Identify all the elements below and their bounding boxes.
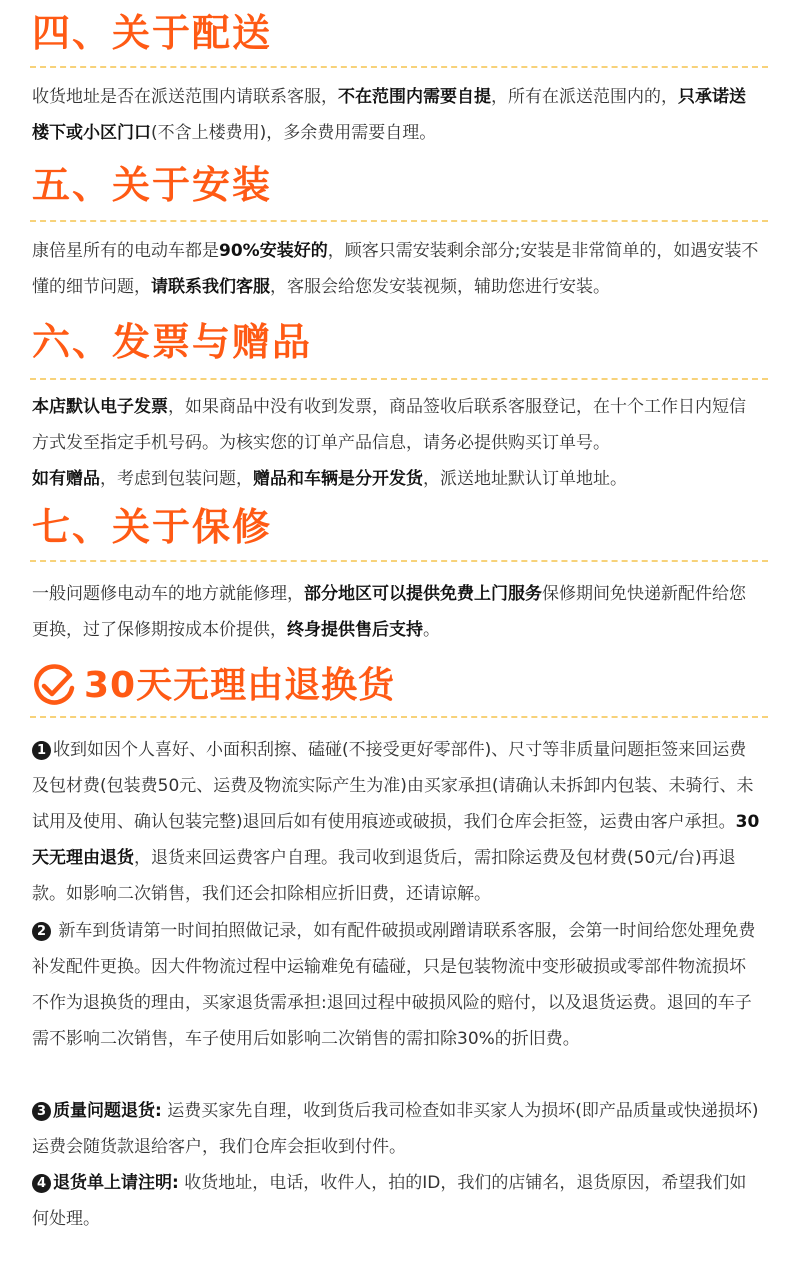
body-text: 收到如因个人喜好、小面积刮擦、磕碰(不接受更好零部件)、尺寸等非质量问题拒签来回运费及包材费(包装费50元、运费及物流实际产生为准)由买家承担(请确认未拆卸内包装、未骑行、未试用及使用、确认包装完整)退回后如有使用痕迹或破损，我们仓库会拒签，运费由客户承担。 bbox=[32, 740, 754, 832]
body-text: 康倍星所有的电动车都是 bbox=[32, 241, 219, 261]
section-heading-delivery: 四、关于配送 bbox=[32, 11, 273, 55]
emphasis-text: 质量问题退货: bbox=[53, 1101, 162, 1121]
refund-item-3 bbox=[32, 1093, 762, 1165]
section-divider bbox=[30, 66, 768, 68]
refund-item-4 bbox=[32, 1165, 762, 1237]
body-text: 收货地址，电话，收件人，拍的ID，我们的店铺名，退货原因，希望我们如何处理。 bbox=[32, 1173, 747, 1229]
body-text: ，退货来回运费客户自理。我司收到退货后，需扣除运费及包材费(50元/台)再退款。如影响二次销售，我们还会扣除相应折旧费，还请谅解。 bbox=[32, 848, 736, 904]
emphasis-text: 请联系我们客服 bbox=[151, 277, 270, 297]
body-text: 一般问题修电动车的地方就能修理， bbox=[32, 584, 304, 604]
body-text: ，客服会给您发安装视频，辅助您进行安装。 bbox=[270, 277, 610, 297]
body-text: 。 bbox=[423, 620, 440, 640]
body-text: 运费买家先自理，收到货后我司检查如非买家人为损坏(即产品质量或快递损坏)运费会随货款退给客户，我们仓库会拒收到付件。 bbox=[32, 1101, 759, 1157]
body-text: ，考虑到包装问题， bbox=[100, 469, 253, 489]
warranty-paragraph bbox=[32, 576, 762, 648]
section-heading-installation: 五、关于安装 bbox=[32, 163, 273, 207]
emphasis-text: 终身提供售后支持 bbox=[287, 620, 423, 640]
emphasis-text: 部分地区可以提供免费上门服务 bbox=[304, 584, 542, 604]
section-divider bbox=[30, 378, 768, 380]
body-text: ，派送地址默认订单地址。 bbox=[423, 469, 627, 489]
emphasis-text: 30天无理由退货 bbox=[32, 812, 760, 868]
emphasis-text: 只承诺送楼下或小区门口 bbox=[32, 87, 746, 143]
body-text: ，顾客只需安装剩余部分;安装是非常简单的，如遇安装不懂的细节问题， bbox=[32, 241, 759, 297]
invoice-paragraph bbox=[32, 389, 762, 461]
emphasis-text: 90%安装好的 bbox=[219, 241, 328, 261]
number-badge-icon: 2 bbox=[32, 922, 51, 941]
number-badge-icon: 4 bbox=[32, 1174, 51, 1193]
number-badge-icon: 1 bbox=[32, 741, 51, 760]
installation-paragraph bbox=[32, 233, 762, 305]
body-text: 收货地址是否在派送范围内请联系客服， bbox=[32, 87, 338, 107]
emphasis-text: 退货单上请注明: bbox=[53, 1173, 179, 1193]
section-divider bbox=[30, 560, 768, 562]
gifts-paragraph bbox=[32, 461, 762, 497]
refund-item-2 bbox=[32, 913, 762, 1057]
section-heading-invoice-gifts: 六、发票与赠品 bbox=[32, 320, 313, 364]
check-circle-icon bbox=[32, 664, 76, 708]
section-divider bbox=[30, 716, 768, 718]
body-text: 保修期间免快递新配件给您更换，过了保修期按成本价提供， bbox=[32, 584, 746, 640]
body-text: 新车到货请第一时间拍照做记录，如有配件破损或剐蹭请联系客服，会第一时间给您处理免费补发配件更换。因大件物流过程中运输难免有磕碰，只是包装物流中变形破损或零部件物流损坏不作为退换货的理由，买家退货需承担:退回过程中破损风险的赔付，以及退货运费。退回的车子需不影响二次销售，车子使用后如影响二次销售的需扣除30%的折旧费。 bbox=[32, 921, 756, 1049]
emphasis-text: 如有赠品 bbox=[32, 469, 100, 489]
delivery-paragraph bbox=[32, 79, 762, 151]
emphasis-text: 不在范围内需要自提 bbox=[338, 87, 491, 107]
section-divider bbox=[30, 220, 768, 222]
emphasis-text: 本店默认电子发票 bbox=[32, 397, 168, 417]
body-text: ，如果商品中没有收到发票，商品签收后联系客服登记，在十个工作日内短信方式发至指定手机号码。为核实您的订单产品信息，请务必提供购买订单号。 bbox=[32, 397, 746, 453]
refund-item-1 bbox=[32, 732, 762, 912]
refund-policy-title bbox=[32, 664, 395, 708]
emphasis-text: 赠品和车辆是分开发货 bbox=[253, 469, 423, 489]
refund-policy-heading: 30天无理由退换货 bbox=[84, 665, 396, 706]
body-text: (不含上楼费用)，多余费用需要自理。 bbox=[151, 123, 437, 143]
section-heading-warranty: 七、关于保修 bbox=[32, 505, 273, 549]
body-text: ，所有在派送范围内的， bbox=[491, 87, 678, 107]
number-badge-icon: 3 bbox=[32, 1102, 51, 1121]
